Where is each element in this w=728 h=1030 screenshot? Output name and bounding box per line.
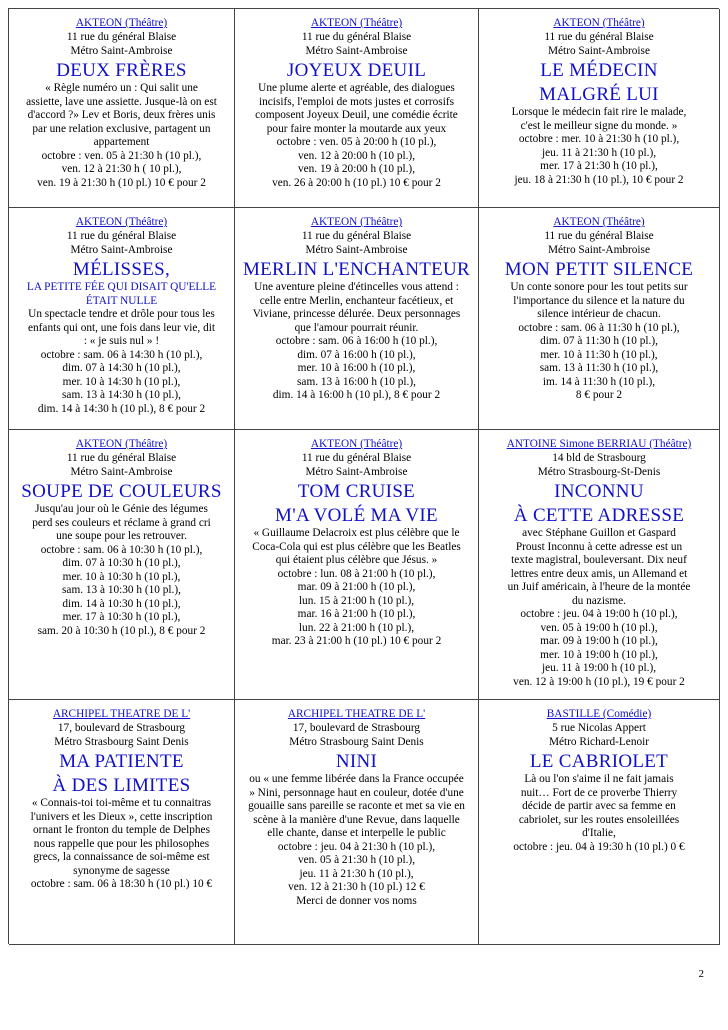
schedule-line: dim. 14 à 10:30 h (10 pl.),: [62, 597, 181, 610]
description-line: nous rappelle que pour les philosophes: [33, 837, 210, 850]
schedule-line: ven. 19 à 20:00 h (10 pl.),: [297, 163, 416, 175]
listing-cell: [9, 430, 235, 700]
venue-address: 11 rue du général Blaise: [66, 230, 177, 242]
show-schedule: [483, 608, 715, 689]
listing-cell: [9, 700, 235, 945]
schedule-line: 8 € pour 2: [575, 389, 623, 401]
show-title: MALGRÉ LUI: [539, 84, 659, 105]
venue-link[interactable]: BASTILLE (Comédie): [546, 708, 652, 720]
venue-metro: Métro Saint-Ambroise: [70, 465, 173, 478]
description-line: par une relation exclusive, partagent un: [32, 122, 211, 135]
description-line: composent Joyeux Deuil, une comédie écrite: [255, 109, 458, 121]
schedule-line: octobre : sam. 06 à 11:30 h (10 pl.),: [518, 321, 680, 334]
schedule-line: dim. 07 à 16:00 h (10 pl.),: [297, 348, 416, 361]
show-title: MÉLISSES,: [72, 259, 171, 280]
venue-metro: Métro Saint-Ambroise: [70, 243, 173, 256]
show-title: LE MÉDECIN: [540, 60, 658, 81]
show-schedule: [13, 349, 230, 417]
schedule-line: mer. 10 à 11:30 h (10 pl.),: [540, 348, 658, 361]
venue-metro: Métro Saint-Ambroise: [305, 44, 408, 57]
page-number: 2: [698, 968, 704, 980]
show-title: M'A VOLÉ MA VIE: [275, 505, 438, 526]
venue-link[interactable]: ANTOINE Simone BERRIAU (Théâtre): [506, 438, 692, 450]
venue-address: 11 rue du général Blaise: [66, 452, 177, 464]
show-description: [483, 773, 715, 841]
show-description: [483, 527, 715, 608]
schedule-line: octobre : lun. 08 à 21:00 h (10 pl.),: [277, 567, 436, 580]
description-line: du nazisme.: [572, 594, 626, 607]
description-line: « Guillaume Delacroix est plus célèbre que le: [253, 527, 460, 539]
show-title: À DES LIMITES: [52, 775, 191, 796]
venue-metro: Métro Saint-Ambroise: [305, 243, 408, 256]
description-line: appartement: [93, 136, 150, 148]
description-line: qui étaient plus célèbre que Jésus. »: [275, 554, 438, 566]
description-line: d'Italie,: [582, 827, 616, 839]
venue-metro: Métro Saint-Ambroise: [70, 44, 173, 57]
listing-cell: [479, 700, 720, 945]
description-line: pour faire monter la moutarde aux yeux: [266, 122, 447, 135]
show-description: [239, 281, 474, 335]
schedule-line: sam. 20 à 10:30 h (10 pl.), 8 € pour 2: [37, 624, 206, 637]
show-schedule: [483, 841, 715, 855]
description-line: l'univers et les Dieux », cette inscription: [30, 810, 213, 823]
schedule-line: im. 14 à 11:30 h (10 pl.),: [542, 375, 656, 388]
description-line: que l'amour pourrait réunir.: [294, 321, 419, 334]
venue-address: 11 rue du général Blaise: [301, 230, 412, 242]
show-description: [13, 503, 230, 544]
schedule-line: sam. 13 à 10:30 h (10 pl.),: [62, 584, 181, 596]
description-line: l'importance du silence et la nature du: [513, 294, 685, 307]
schedule-line: ven. 05 à 21:30 h (10 pl.),: [297, 854, 416, 866]
description-line: « Connais-toi toi-même et tu connaitras: [31, 797, 212, 809]
venue-link[interactable]: ARCHIPEL THEATRE DE L': [287, 708, 426, 720]
description-line: Une aventure pleine d'étincelles vous attend :: [254, 281, 459, 293]
venue-link[interactable]: AKTEON (Théâtre): [75, 216, 168, 228]
schedule-line: mar. 09 à 19:00 h (10 pl.),: [540, 635, 658, 647]
description-line: d'accord ?» Lev et Boris, deux frères unis: [27, 109, 216, 121]
listing-cell: [479, 9, 720, 208]
listing-cell: [479, 430, 720, 700]
venue-link[interactable]: AKTEON (Théâtre): [310, 17, 403, 29]
description-line: scène à la manière d'une Revue, dans laquelle: [253, 813, 460, 826]
schedule-line: mer. 10 à 10:30 h (10 pl.),: [62, 570, 181, 583]
schedule-line: octobre : jeu. 04 à 19:00 h (10 pl.),: [520, 608, 678, 620]
show-description: [239, 527, 474, 568]
schedule-line: lun. 15 à 21:00 h (10 pl.),: [298, 594, 415, 607]
description-line: Coca-Cola qui est plus célèbre que les Beatles: [252, 540, 461, 553]
show-title: INCONNU: [554, 481, 644, 502]
schedule-line: dim. 07 à 11:30 h (10 pl.),: [540, 335, 658, 347]
description-line: lettres entre deux amis, un Allemand et: [510, 567, 688, 580]
venue-link[interactable]: AKTEON (Théâtre): [75, 438, 168, 450]
schedule-line: dim. 07 à 14:30 h (10 pl.),: [62, 362, 181, 374]
description-line: grecs, la connaissance de soi-même est: [33, 851, 210, 863]
venue-metro: Métro Strasbourg-St-Denis: [537, 465, 661, 478]
description-line: c'est le meilleur signe du monde. »: [520, 119, 678, 132]
show-schedule: [239, 136, 474, 190]
listing-cell: [235, 9, 479, 208]
show-title: SOUPE DE COULEURS: [21, 481, 222, 502]
schedule-line: octobre : sam. 06 à 14:30 h (10 pl.),: [40, 348, 203, 361]
venue-metro: Métro Saint-Ambroise: [548, 243, 650, 256]
show-schedule: [483, 322, 715, 403]
schedule-line: mer. 10 à 19:00 h (10 pl.),: [540, 648, 658, 661]
show-title: MON PETIT SILENCE: [504, 259, 694, 280]
description-line: : « je suis nul » !: [83, 335, 160, 347]
description-line: ou « une femme libérée dans la France occupée: [249, 773, 464, 785]
venue-address: 14 bld de Strasbourg: [552, 452, 646, 464]
venue-address: 11 rue du général Blaise: [544, 230, 654, 242]
show-title: MA PATIENTE: [59, 751, 184, 772]
schedule-line: dim. 07 à 10:30 h (10 pl.),: [62, 557, 181, 569]
description-line: perd ses couleurs et réclame à grand cri: [32, 516, 211, 529]
show-title: TOM CRUISE: [297, 481, 416, 502]
schedule-line: mer. 10 à 14:30 h (10 pl.),: [62, 375, 181, 388]
show-description: [239, 773, 474, 841]
schedule-line: jeu. 11 à 21:30 h (10 pl.),: [299, 867, 414, 880]
schedule-line: octobre : sam. 06 à 10:30 h (10 pl.),: [40, 543, 203, 556]
schedule-line: octobre : ven. 05 à 20:00 h (10 pl.),: [276, 136, 437, 148]
schedule-line: ven. 05 à 19:00 h (10 pl.),: [540, 621, 658, 634]
schedule-line: dim. 14 à 14:30 h (10 pl.), 8 € pour 2: [37, 402, 206, 415]
description-line: enfants qui ont, une fois dans leur vie, dit: [28, 321, 215, 334]
description-line: Jusqu'au jour où le Génie des légumes: [35, 503, 208, 515]
show-schedule: [13, 150, 230, 191]
show-title: JOYEUX DEUIL: [286, 60, 427, 81]
description-line: gouaille sans pareille se raconte et met sa vie en: [248, 800, 465, 812]
venue-address: 11 rue du général Blaise: [66, 31, 177, 43]
description-line: une soupe pour les retrouver.: [56, 530, 187, 542]
schedule-line: mer. 17 à 21:30 h (10 pl.),: [540, 160, 658, 172]
description-line: cabriolet, sur les routes ensoleillées: [518, 813, 680, 826]
description-line: celle entre Merlin, enchanteur facétieux, et: [259, 294, 454, 307]
description-line: elle chante, danse et interpelle le public: [267, 827, 446, 839]
description-line: « Règle numéro un : Qui salit une: [45, 82, 198, 94]
schedule-line: ven. 12 à 21:30 h (10 pl.) 12 €: [288, 881, 425, 893]
venue-link[interactable]: AKTEON (Théâtre): [75, 17, 168, 29]
description-line: nuit… Fort de ce proverbe Thierry: [520, 786, 678, 799]
description-line: assiette, lave une assiette. Jusque-là on est: [26, 95, 217, 108]
description-line: un Juif américain, à l'heure de la montée: [507, 581, 691, 593]
schedule-line: mar. 23 à 21:00 h (10 pl.) 10 € pour 2: [271, 635, 442, 647]
schedule-line: mar. 16 à 21:00 h (10 pl.),: [297, 608, 416, 620]
description-line: Un conte sonore pour les tout petits sur: [510, 281, 688, 293]
venue-address: 17, boulevard de Strasbourg: [57, 722, 186, 734]
schedule-line: sam. 13 à 16:00 h (10 pl.),: [297, 375, 416, 388]
venue-metro: Métro Saint-Ambroise: [305, 465, 408, 478]
listing-cell: [9, 208, 235, 430]
show-title: NINI: [335, 751, 378, 772]
schedule-line: jeu. 11 à 21:30 h (10 pl.),: [541, 146, 657, 159]
venue-link[interactable]: AKTEON (Théâtre): [553, 216, 645, 228]
show-schedule: [239, 841, 474, 909]
description-line: décide de partir avec sa femme en: [522, 800, 676, 812]
show-schedule: [483, 133, 715, 187]
description-line: Là ou l'on s'aime il ne fait jamais: [524, 773, 674, 785]
show-description: [483, 281, 715, 322]
schedule-line: octobre : mer. 10 à 21:30 h (10 pl.),: [518, 133, 680, 145]
schedule-line: ven. 19 à 21:30 h (10 pl.) 10 € pour 2: [37, 176, 206, 189]
description-line: Lorsque le médecin fait rire le malade,: [511, 106, 687, 118]
description-line: avec Stéphane Guillon et Gaspard: [522, 527, 676, 539]
description-line: texte magistral, bouleversant. Dix neuf: [511, 554, 687, 566]
schedule-line: lun. 22 à 21:00 h (10 pl.),: [298, 621, 415, 634]
show-title: DEUX FRÈRES: [56, 60, 187, 81]
schedule-line: mar. 09 à 21:00 h (10 pl.),: [297, 581, 416, 593]
venue-address: 17, boulevard de Strasbourg: [292, 722, 421, 734]
venue-address: 11 rue du général Blaise: [301, 31, 412, 43]
venue-link[interactable]: AKTEON (Théâtre): [310, 216, 403, 228]
venue-metro: Métro Saint-Ambroise: [548, 44, 650, 57]
schedule-line: octobre : jeu. 04 à 21:30 h (10 pl.),: [277, 840, 436, 853]
venue-link[interactable]: ARCHIPEL THEATRE DE L': [52, 708, 191, 720]
description-line: ornant le fronton du temple de Delphes: [33, 824, 210, 836]
schedule-line: jeu. 18 à 21:30 h (10 pl.), 10 € pour 2: [514, 173, 684, 186]
venue-address: 5 rue Nicolas Appert: [552, 722, 646, 734]
listing-cell: [479, 208, 720, 430]
listing-cell: [9, 9, 235, 208]
schedule-line: ven. 12 à 19:00 h (10 pl.), 19 € pour 2: [513, 675, 685, 688]
venue-metro: Métro Strasbourg Saint Denis: [54, 735, 189, 748]
show-description: [483, 106, 715, 133]
description-line: Un spectacle tendre et drôle pour tous les: [28, 308, 215, 320]
show-schedule: [13, 544, 230, 639]
venue-address: 11 rue du général Blaise: [544, 31, 654, 43]
schedule-line: sam. 13 à 14:30 h (10 pl.),: [62, 389, 181, 401]
schedule-line: Merci de donner vos noms: [296, 894, 417, 907]
schedule-line: octobre : ven. 05 à 21:30 h (10 pl.),: [41, 149, 202, 162]
show-schedule: [13, 878, 230, 892]
show-subtitle: LA PETITE FÉE QUI DISAIT QU'ELLE: [26, 281, 217, 293]
schedule-line: sam. 13 à 11:30 h (10 pl.),: [539, 362, 659, 374]
show-title: MERLIN L'ENCHANTEUR: [242, 259, 471, 280]
description-line: » Nini, personnage haut en couleur, dotée d'une: [249, 786, 464, 799]
listing-cell: [235, 700, 479, 945]
schedule-line: ven. 26 à 20:00 h (10 pl.) 10 € pour 2: [272, 176, 441, 189]
schedule-line: octobre : sam. 06 à 16:00 h (10 pl.),: [275, 335, 438, 347]
venue-link[interactable]: AKTEON (Théâtre): [553, 17, 645, 29]
schedule-line: jeu. 11 à 19:00 h (10 pl.),: [541, 662, 657, 674]
schedule-line: dim. 14 à 16:00 h (10 pl.), 8 € pour 2: [272, 389, 441, 401]
show-schedule: [239, 568, 474, 649]
description-line: Viviane, princesse délurée. Deux personnages: [252, 308, 461, 320]
venue-metro: Métro Strasbourg Saint Denis: [289, 735, 424, 748]
schedule-line: mer. 10 à 16:00 h (10 pl.),: [297, 362, 416, 374]
listing-cell: [235, 208, 479, 430]
schedule-line: octobre : sam. 06 à 18:30 h (10 pl.) 10 €: [30, 878, 213, 890]
description-line: silence intérieur de chacun.: [537, 308, 661, 320]
description-line: incisifs, l'emploi de mots justes et corrosifs: [259, 95, 454, 108]
description-line: Proust Inconnu à cette adresse est un: [515, 540, 683, 553]
schedule-line: ven. 12 à 21:30 h ( 10 pl.),: [61, 163, 182, 175]
listing-cell: [235, 430, 479, 700]
schedule-line: ven. 12 à 20:00 h (10 pl.),: [297, 149, 416, 162]
description-line: Une plume alerte et agréable, des dialogues: [258, 82, 455, 94]
show-description: [13, 797, 230, 878]
listings-grid: [8, 8, 719, 944]
show-title: LE CABRIOLET: [529, 751, 669, 772]
schedule-line: mer. 17 à 10:30 h (10 pl.),: [62, 611, 181, 623]
show-title: À CETTE ADRESSE: [513, 505, 685, 526]
show-description: [13, 82, 230, 150]
venue-metro: Métro Richard-Lenoir: [548, 735, 650, 748]
show-schedule: [239, 335, 474, 403]
show-description: [239, 82, 474, 136]
venue-link[interactable]: AKTEON (Théâtre): [310, 438, 403, 450]
show-subtitle: ÉTAIT NULLE: [85, 294, 158, 307]
schedule-line: octobre : jeu. 04 à 19:30 h (10 pl.) 0 €: [513, 840, 685, 853]
description-line: synonyme de sagesse: [73, 864, 170, 877]
venue-address: 11 rue du général Blaise: [301, 452, 412, 464]
show-description: [13, 308, 230, 349]
